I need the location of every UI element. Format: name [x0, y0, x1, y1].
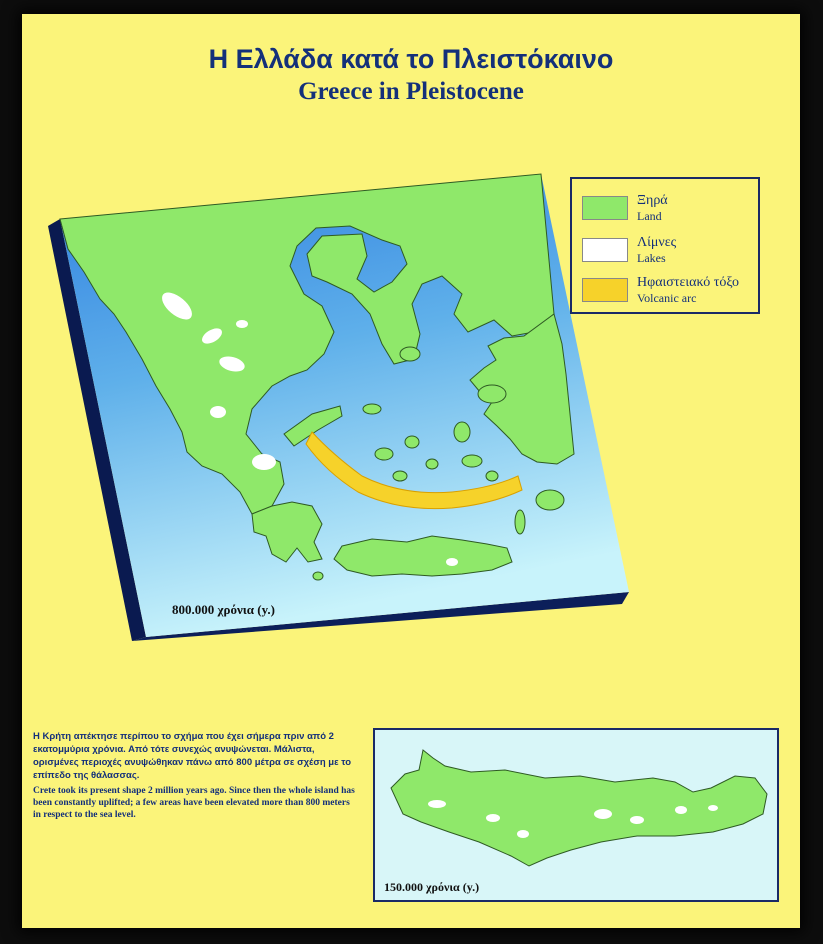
land-rhodes: [536, 490, 564, 510]
lake-7: [446, 558, 458, 566]
title-greek: Η Ελλάδα κατά το Πλειστόκαινο: [208, 44, 614, 74]
land-cyclades-a: [375, 448, 393, 460]
inset-lake-6: [675, 806, 687, 814]
legend-label-greek: Ηφαιστειακό τόξο: [637, 275, 740, 290]
land-lesvos: [478, 385, 506, 403]
legend-label-english: Land: [637, 209, 662, 223]
map-legend: [570, 177, 760, 314]
inset-lake-3: [517, 830, 529, 838]
land-skyros: [363, 404, 381, 414]
legend-label-english: Lakes: [637, 251, 666, 265]
crete-inset-svg: [375, 730, 777, 900]
land-cyclades-b: [405, 436, 419, 448]
land-karpathos: [515, 510, 525, 534]
inset-lake-2: [486, 814, 500, 822]
land-cyclades-c: [426, 459, 438, 469]
land-samos: [462, 455, 482, 467]
lake-5: [252, 454, 276, 470]
inset-map-period-label: 150.000 χρόνια (y.): [384, 880, 480, 894]
land-cyclades-d: [393, 471, 407, 481]
inset-lake-1: [428, 800, 446, 808]
land-kythira: [313, 572, 323, 580]
lakes-swatch: [582, 238, 628, 262]
main-map-period-label: 800.000 χρόνια (y.): [172, 602, 275, 617]
lake-6: [210, 406, 226, 418]
title-english: Greece in Pleistocene: [298, 78, 524, 105]
crete-inset-map: [373, 728, 779, 902]
poster: [22, 14, 800, 928]
legend-label-greek: Λίμνες: [637, 235, 677, 250]
legend-label-english: Volcanic arc: [637, 291, 697, 305]
volcanic-arc-swatch: [582, 278, 628, 302]
lake-3: [236, 320, 248, 328]
land-dodecanese: [486, 471, 498, 481]
description-greek: Η Κρήτη απέκτησε περίπου το σχήμα που έχει σήμερα πριν από 2 εκατομμύρια χρόνια. Από τότε συνεχώς ανυψώνεται. Μάλιστα, ορισμένες περιοχές ανυψώθηκαν πάνω από 800 μέτρα σε σχέση με το επίπεδο της θάλασσας.: [33, 731, 352, 781]
land-chios: [454, 422, 470, 442]
description-english: Crete took its present shape 2 million years ago. Since then the whole island has been constantly uplifted; a few areas have been elevated more than 800 meters in respect to the sea level.: [33, 786, 355, 820]
land-swatch: [582, 196, 628, 220]
inset-lake-4: [594, 809, 612, 819]
inset-lake-7: [708, 805, 718, 811]
legend-label-greek: Ξηρά: [637, 193, 668, 208]
land-limnos: [400, 347, 420, 361]
inset-lake-5: [630, 816, 644, 824]
